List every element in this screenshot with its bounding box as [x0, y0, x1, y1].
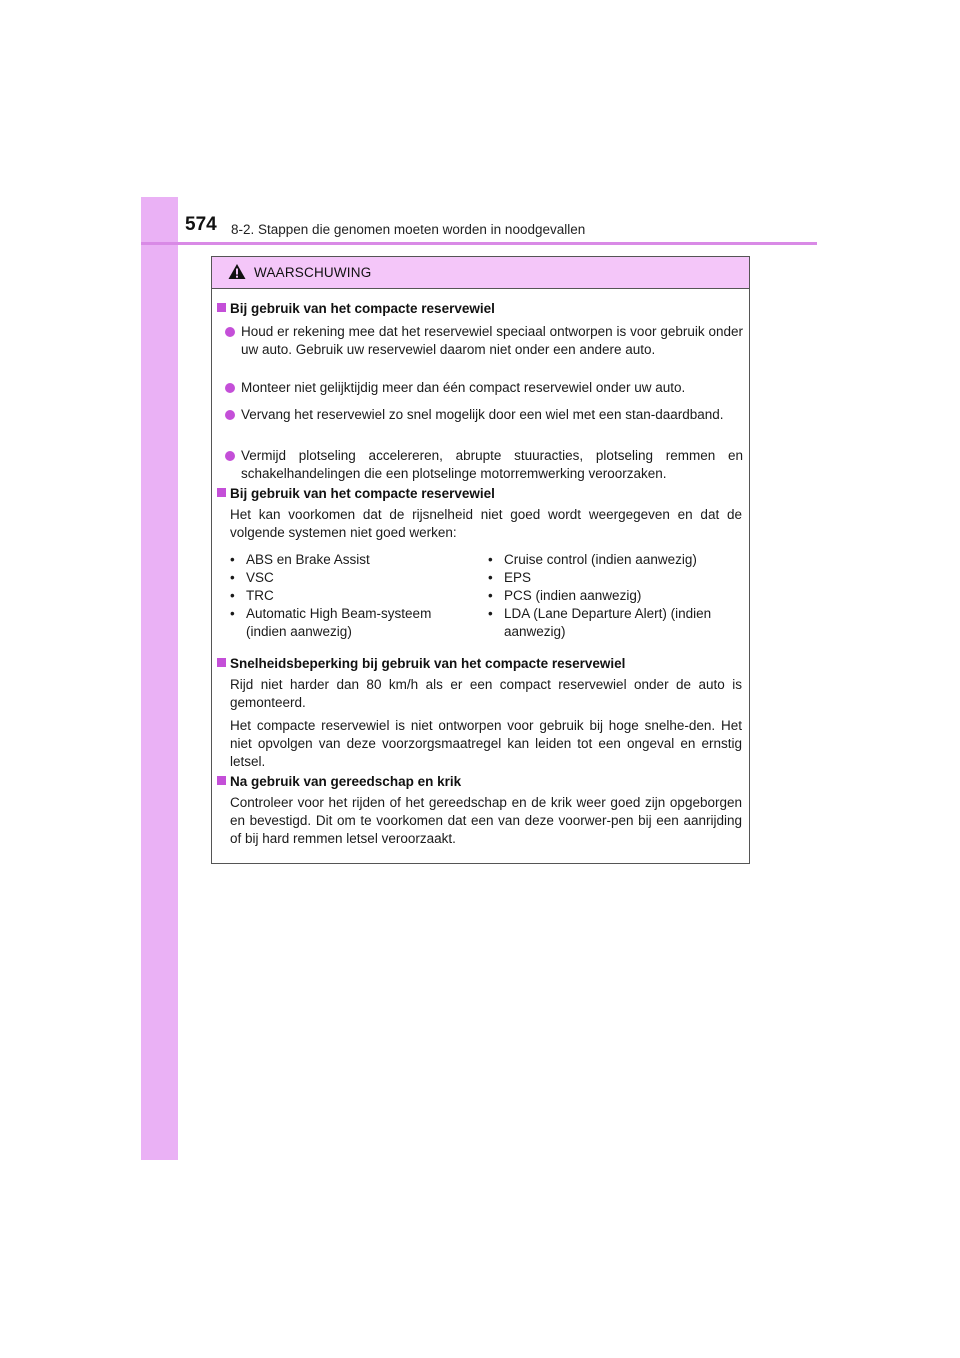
section-title: Bij gebruik van het compacte reservewiel — [217, 486, 743, 501]
page-number: 574 — [185, 214, 217, 235]
side-tab — [141, 197, 178, 1160]
warning-triangle-icon — [228, 263, 246, 280]
warning-title: WAARSCHUWING — [254, 265, 372, 280]
section-paragraph: Rijd niet harder dan 80 km/h als er een compact reservewiel onder de auto is gemonteerd. — [230, 677, 742, 710]
bullet-item: Vermijd plotseling accelereren, abrupte stuuracties, plotseling remmen en schakelhandelingen die een plotselinge motorremwerking veroorzaken. — [225, 447, 743, 483]
section-title: Na gebruik van gereedschap en krik — [217, 774, 743, 789]
section-paragraph: Controleer voor het rijden of het gereedschap en de krik weer goed zijn opgeborgen en bevestigd. Dit om te voorkomen dat een van deze voorwer-pen bij een aanrijding of bij hard remmen letsel veroorzaakt. — [230, 795, 742, 846]
list-item: • TRC — [230, 587, 475, 605]
section-marker-icon — [217, 658, 226, 667]
bullet-item: Vervang het reservewiel zo snel mogelijk door een wiel met een stan-daardband. — [225, 406, 743, 424]
bullet-dot-icon — [225, 410, 235, 420]
list-item: • VSC — [230, 569, 475, 587]
section-marker-icon — [217, 303, 226, 312]
list-item: • Automatic High Beam-systeem (indien aanwezig) — [230, 605, 475, 641]
list-item: • ABS en Brake Assist — [230, 551, 475, 569]
section-title: Snelheidsbeperking bij gebruik van het compacte reservewiel — [217, 656, 743, 671]
warning-header — [212, 257, 749, 289]
list-item: • LDA (Lane Departure Alert) (indien aanwezig) — [488, 605, 738, 641]
section-paragraph: Het kan voorkomen dat de rijsnelheid niet goed wordt weergegeven en dat de volgende systemen niet goed werken: — [230, 507, 742, 540]
systems-list-right — [488, 551, 738, 641]
systems-list-left — [230, 551, 475, 641]
section-marker-icon — [217, 776, 226, 785]
list-item: • EPS — [488, 569, 738, 587]
section-paragraph: Het compacte reservewiel is niet ontworpen voor gebruik bij hoge snelhe-den. Het niet opvolgen van deze voorzorgsmaatregel kan leiden tot een ongeval en ernstig letsel. — [230, 718, 742, 769]
list-item: • Cruise control (indien aanwezig) — [488, 551, 738, 569]
chapter-title: 8-2. Stappen die genomen moeten worden in noodgevallen — [231, 222, 586, 237]
bullet-item: Monteer niet gelijktijdig meer dan één compact reservewiel onder uw auto. — [225, 379, 743, 397]
section-marker-icon — [217, 488, 226, 497]
bullet-dot-icon — [225, 383, 235, 393]
bullet-dot-icon — [225, 451, 235, 461]
warning-box — [211, 256, 750, 864]
header-rule — [141, 242, 817, 245]
section-title: Bij gebruik van het compacte reservewiel — [217, 301, 743, 316]
bullet-item: Houd er rekening mee dat het reservewiel speciaal ontworpen is voor gebruik onder uw auto. Gebruik uw reservewiel daarom niet onder een andere auto. — [225, 323, 743, 359]
list-item: • PCS (indien aanwezig) — [488, 587, 738, 605]
bullet-dot-icon — [225, 327, 235, 337]
